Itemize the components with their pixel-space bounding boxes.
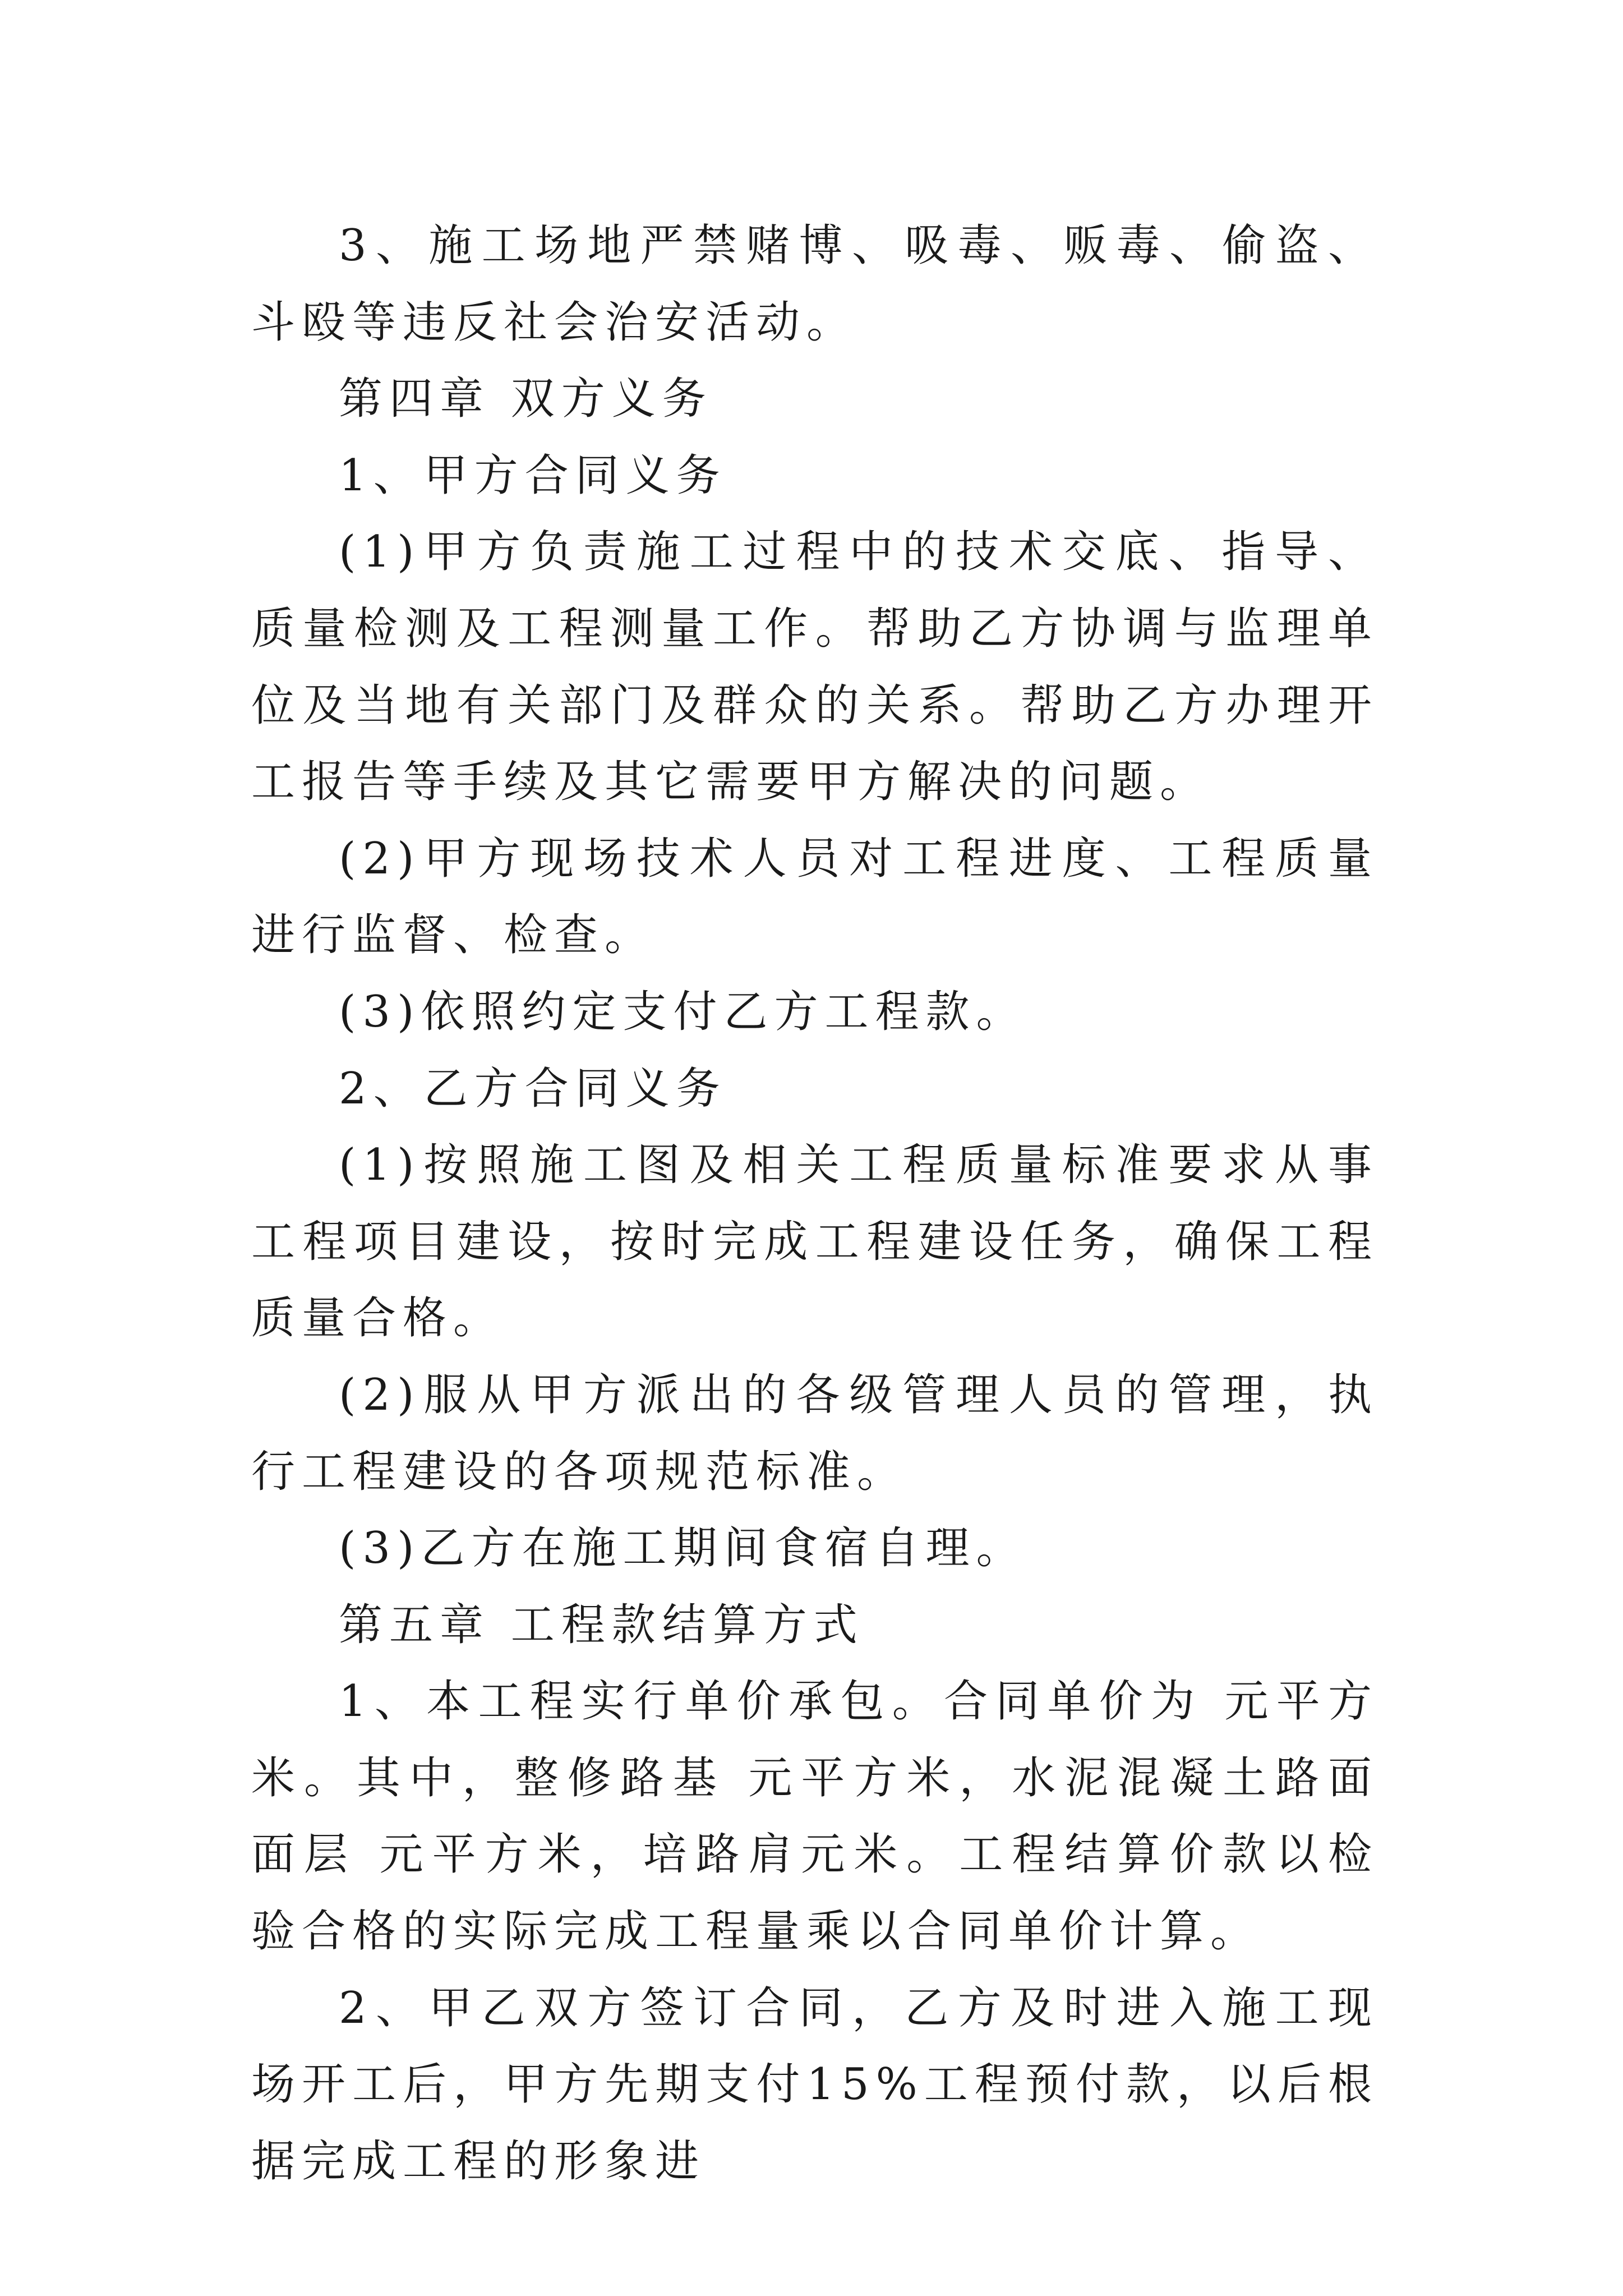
paragraph-party-a-3: (3)依照约定支付乙方工程款。	[339, 986, 1027, 1037]
chapter-heading-settlement: 第五章 工程款结算方式	[339, 1599, 864, 1650]
paragraph-settlement-2: 2、甲乙双方签订合同，乙方及时进入施工现场开工后，甲方先期支付15%工程预付款，以后根据完成工程的形象进	[251, 1982, 1378, 2187]
paragraph-party-a-2: (2)甲方现场技术人员对工程进度、工程质量进行监督、检查。	[251, 833, 1378, 961]
document-body	[251, 208, 1378, 2200]
chapter-heading-obligations: 第四章 双方义务	[339, 374, 713, 425]
paragraph-party-b-1: (1)按照施工图及相关工程质量标准要求从事工程项目建设，按时完成工程建设任务，确保工程质量合格。	[251, 1140, 1378, 1344]
section-heading-party-b: 2、乙方合同义务	[339, 1063, 727, 1114]
paragraph-party-a-1: (1)甲方负责施工过程中的技术交底、指导、质量检测及工程测量工作。帮助乙方协调与监理单位及当地有关部门及群众的关系。帮助乙方办理开工报告等手续及其它需要甲方解决的问题。	[251, 527, 1378, 808]
paragraph-public-order: 3、施工场地严禁赌博、吸毒、贩毒、偷盗、斗殴等违反社会治安活动。	[251, 220, 1378, 348]
paragraph-settlement-1: 1、本工程实行单价承包。合同单价为 元平方米。其中，整修路基 元平方米，水泥混凝土路面面层 元平方米，培路肩元米。工程结算价款以检验合格的实际完成工程量乘以合同单价计算。	[251, 1676, 1378, 1957]
paragraph-party-b-3: (3)乙方在施工期间食宿自理。	[339, 1523, 1027, 1574]
section-heading-party-a: 1、甲方合同义务	[339, 450, 727, 501]
paragraph-party-b-2: (2)服从甲方派出的各级管理人员的管理，执行工程建设的各项规范标准。	[251, 1369, 1378, 1497]
